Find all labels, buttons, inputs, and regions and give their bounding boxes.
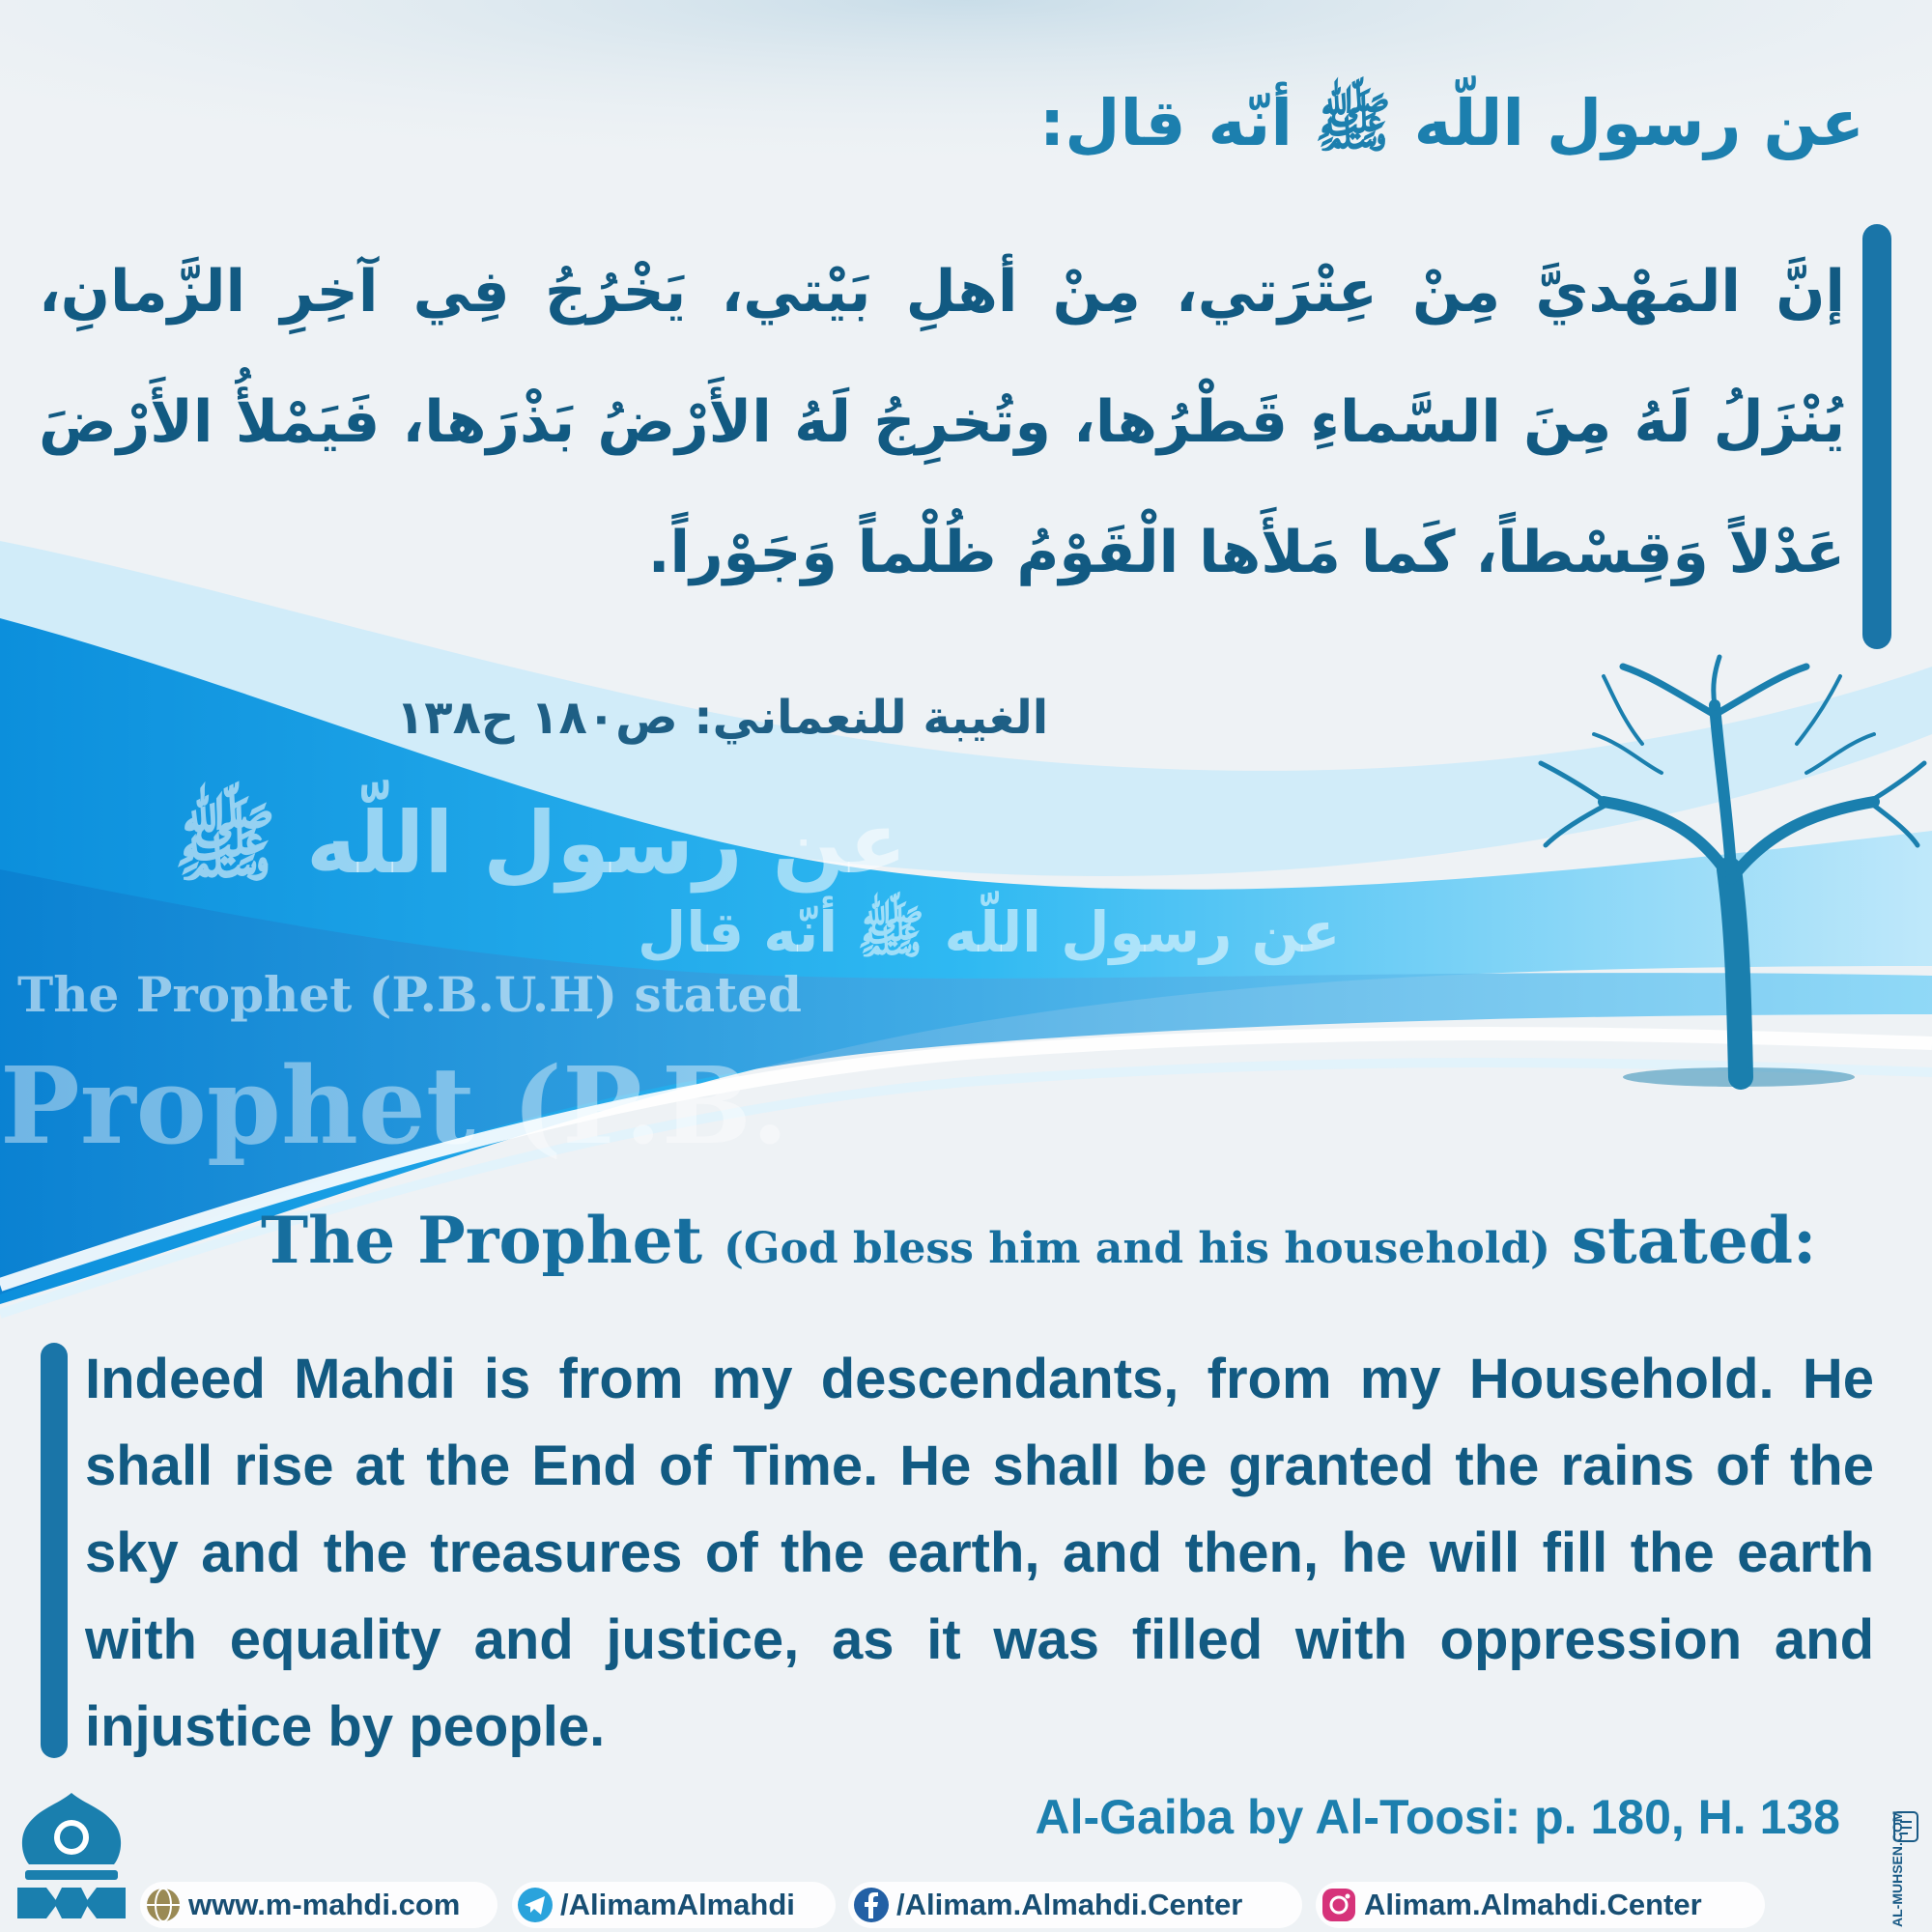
english-heading-stated: stated: <box>1571 1203 1817 1278</box>
english-source-reference: Al-Gaiba by Al-Toosi: p. 180, H. 138 <box>1035 1790 1840 1844</box>
footer-telegram-text: /AlimamAlmahdi <box>560 1888 795 1921</box>
facebook-icon <box>852 1886 891 1924</box>
globe-icon <box>144 1886 183 1924</box>
telegram-icon <box>516 1886 554 1924</box>
footer-website-link[interactable] <box>140 1882 497 1928</box>
arabic-source-reference: الغيبة للنعماني: ص١٨٠ ح١٣٨ <box>396 691 1049 745</box>
center-logo-icon <box>8 1787 135 1928</box>
english-quote-bar <box>41 1343 68 1758</box>
footer-instagram-link[interactable] <box>1316 1882 1765 1928</box>
english-hadith-text: Indeed Mahdi is from my descendants, from my Household. He shall rise at the End of Time. He shall be granted the rains of the sky and the treasures of the earth, and then, he will fill the earth with equality and justice, as it was filled with oppression and injustice by people. <box>85 1348 1874 1758</box>
watermark-english-small: The Prophet (P.B.U.H) stated <box>17 966 802 1023</box>
watermark-arabic-large: عن رسول اللّه ﷺ <box>174 793 907 893</box>
english-heading <box>261 1203 1816 1278</box>
english-heading-blessing: (God bless him and his household) <box>724 1224 1550 1273</box>
footer-facebook-text: /Alimam.Almahdi.Center <box>896 1888 1243 1921</box>
footer-website-text: www.m-mahdi.com <box>188 1888 461 1921</box>
arabic-hadith-text: إنَّ المَهْديَّ مِنْ عِتْرَتي، مِنْ أهلِ بَيْتي، يَخْرُجُ فِي آخِرِ الزَّمانِ، يُنْزَلُ لَهُ مِنَ السَّماءِ قَطْرُها، وتُخرِجُ لَهُ الأَرْضُ بَذْرَها، فَيَمْلأُ الأَرْضَ عَدْلاً وَقِسْطاً، كَما مَلأَها الْقَوْمُ ظُلْماً وَجَوْراً. <box>39 258 1845 586</box>
footer-instagram-text: Alimam.Almahdi.Center <box>1364 1888 1702 1921</box>
english-heading-prophet: The Prophet <box>261 1203 703 1278</box>
footer-telegram-link[interactable] <box>512 1882 836 1928</box>
watermark-arabic-small: عن رسول اللّه ﷺ أنّه قال <box>638 899 1341 965</box>
instagram-icon <box>1320 1886 1358 1924</box>
watermark-english-large: Prophet (P.B. <box>0 1043 789 1168</box>
vertical-credit-text: AL-MUHSEN.COM <box>1889 1810 1905 1927</box>
footer-facebook-link[interactable] <box>848 1882 1302 1928</box>
arabic-quote-bar <box>1862 224 1891 649</box>
arabic-heading: عن رسول اللّه ﷺ أنّه قال: <box>1038 86 1864 160</box>
